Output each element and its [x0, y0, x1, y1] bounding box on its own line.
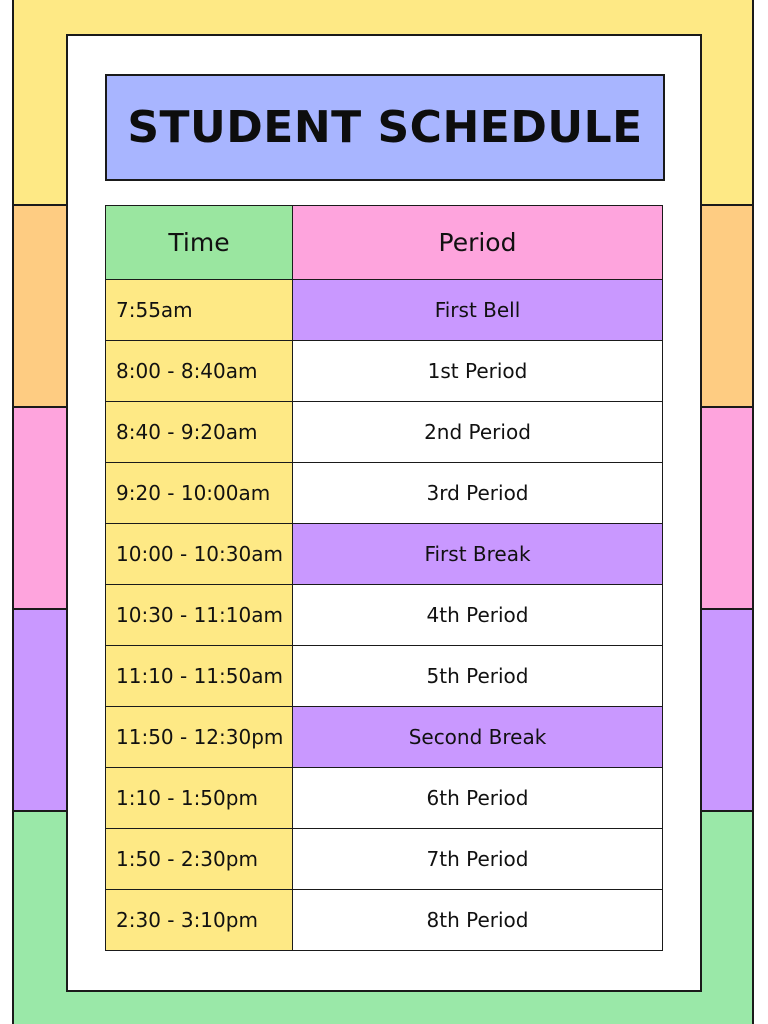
period-cell: First Bell: [293, 280, 663, 341]
time-cell: 11:10 - 11:50am: [106, 646, 293, 707]
time-cell: 1:50 - 2:30pm: [106, 829, 293, 890]
period-cell: 2nd Period: [293, 402, 663, 463]
schedule-table: [105, 205, 663, 951]
table-row: [106, 524, 663, 585]
table-header-row: [106, 206, 663, 280]
period-cell: 8th Period: [293, 890, 663, 951]
time-cell: 8:40 - 9:20am: [106, 402, 293, 463]
time-cell: 11:50 - 12:30pm: [106, 707, 293, 768]
period-cell: 5th Period: [293, 646, 663, 707]
table-row: [106, 402, 663, 463]
table-row: [106, 829, 663, 890]
time-cell: 7:55am: [106, 280, 293, 341]
table-row: [106, 280, 663, 341]
title-box: [105, 74, 665, 181]
table-row: [106, 585, 663, 646]
period-cell: Second Break: [293, 707, 663, 768]
period-cell: 6th Period: [293, 768, 663, 829]
time-cell: 9:20 - 10:00am: [106, 463, 293, 524]
page-title: STUDENT SCHEDULE: [127, 102, 643, 153]
period-cell: 4th Period: [293, 585, 663, 646]
table-row: [106, 890, 663, 951]
table-row: [106, 341, 663, 402]
period-header: Period: [293, 206, 663, 280]
time-cell: 1:10 - 1:50pm: [106, 768, 293, 829]
time-cell: 10:30 - 11:10am: [106, 585, 293, 646]
time-header: Time: [106, 206, 293, 280]
schedule-body: [106, 280, 663, 951]
period-cell: First Break: [293, 524, 663, 585]
time-cell: 2:30 - 3:10pm: [106, 890, 293, 951]
table-row: [106, 646, 663, 707]
table-row: [106, 768, 663, 829]
period-cell: 1st Period: [293, 341, 663, 402]
time-cell: 8:00 - 8:40am: [106, 341, 293, 402]
schedule-card: [66, 34, 702, 992]
table-row: [106, 463, 663, 524]
period-cell: 7th Period: [293, 829, 663, 890]
table-row: [106, 707, 663, 768]
period-cell: 3rd Period: [293, 463, 663, 524]
time-cell: 10:00 - 10:30am: [106, 524, 293, 585]
